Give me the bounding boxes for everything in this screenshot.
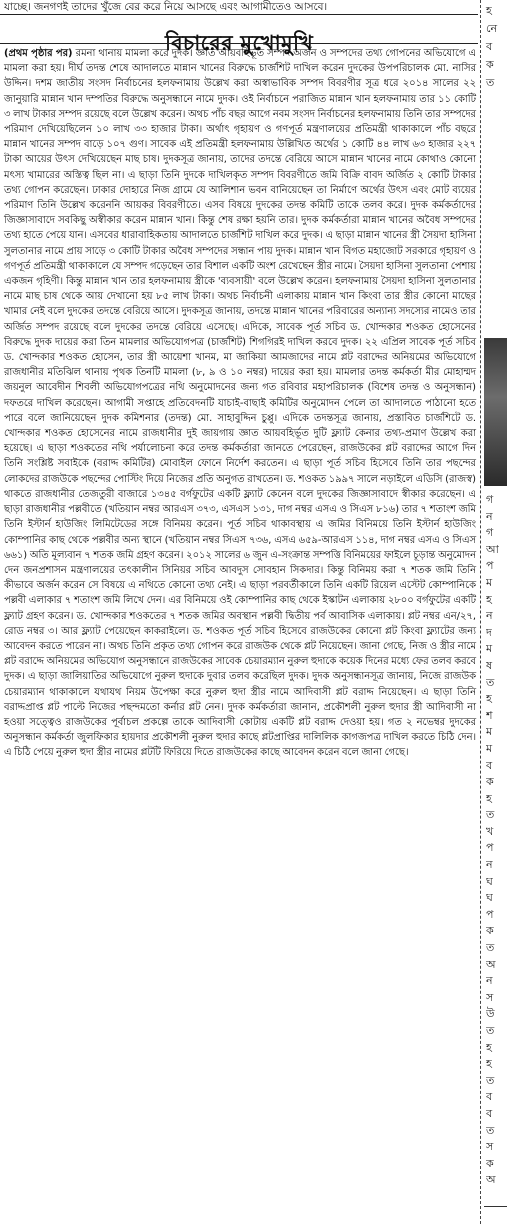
adjacent-column-fragment: স [486, 990, 494, 1004]
adjacent-column-text [486, 492, 507, 1189]
adjacent-column-fragment: ম [486, 725, 493, 739]
adjacent-column-fragment: ন [486, 858, 493, 872]
adjacent-column-fragment: অ [486, 957, 496, 971]
column-divider [480, 0, 481, 1224]
adjacent-column-fragment: হ [486, 692, 492, 706]
adjacent-column-fragment: ন [486, 509, 493, 523]
article-body [4, 46, 476, 761]
adjacent-column-fragment: ত [486, 1073, 495, 1087]
adjacent-column-fragment: ম [486, 642, 493, 656]
adjacent-column-fragment: ত [486, 675, 495, 689]
continued-from-label: (প্রথম পৃষ্ঠার পর) [4, 48, 73, 59]
adjacent-column-fragment: গ [486, 526, 494, 540]
adjacent-column-fragment: হ [486, 592, 492, 606]
adjacent-column-fragment: ক [486, 924, 494, 938]
adjacent-column-fragment: ন [486, 609, 493, 623]
continued-text-line: যাচ্ছে। জনগণই তাদের খুঁজে বের করে নিয়ে আসছে এবং আগামীতেও আসবে। [4, 1, 328, 13]
article-paragraph [4, 46, 476, 761]
adjacent-column-fragment: হ [486, 4, 492, 17]
adjacent-column-fragment: ব [486, 40, 493, 53]
adjacent-column-fragment: ম [486, 575, 493, 589]
adjacent-column-fragment: ত [486, 1123, 495, 1137]
adjacent-column-fragment: ষ [486, 658, 493, 672]
adjacent-column-fragment: স [486, 1140, 494, 1154]
adjacent-column-fragment: ত [486, 941, 495, 955]
adjacent-column-fragment: ত [486, 808, 495, 822]
adjacent-column-fragment: দ [486, 625, 492, 639]
adjacent-column-fragment: ক [486, 58, 494, 71]
adjacent-column-fragment: উ [486, 1007, 495, 1021]
adjacent-column-fragment: ত [486, 76, 495, 89]
adjacent-column-fragment: ব [486, 758, 493, 772]
adjacent-column-rule [484, 1206, 507, 1207]
adjacent-column-fragment: শ [486, 708, 493, 722]
adjacent-column-fragment: ম [486, 741, 493, 755]
adjacent-column-fragment: হ [486, 791, 492, 805]
article-headline: বিচারের মুখোমুখি [164, 31, 314, 56]
adjacent-column [484, 0, 507, 1224]
adjacent-column-fragment: প [486, 907, 494, 921]
adjacent-column-photo [484, 338, 507, 486]
adjacent-column-fragment: প [486, 841, 494, 855]
article-text: রমনা থানায় মামলা করে দুদক। জ্ঞাত আয়বহির্ভূত সম্পদ অর্জন ও সম্পদের তথ্য গোপনের অভিযোগে এ মামলা করা হয়। দীর্ঘ তদন্ত শেষে আদালতে মান্নান খানের বিরুদ্ধে চার্জশিট দাখিল করেন দুদকের উপপরিচালক মো. নাসির উদ্দিন। দশম জাতীয় সংসদ নির্বাচনের হলফনামায় উল্লেখ করা অস্বাভাবিক সম্পদ বিবরণীর সূত্র ধরে ২০১৪ সালের ২২ জানুয়ারি মান্নান খান দম্পতির বিরুদ্ধে অনুসন্ধানে নামে দুদক। ওই নির্বাচনে পরাজিত মান্নান খান হলফনামায় তার ১১ কোটি ৩ লাখ টাকার সম্পদ রয়েছে বলে উল্লেখ করেন। অথচ পাঁচ বছর আগে নবম সংসদ নির্বাচনের হলফনামায় তিনি তার সম্পদের পরিমাণ দেখিয়েছিলেন ১০ লাখ ৩৩ হাজার টাকা। অর্থাৎ গৃহায়ণ ও গণপূর্ত মন্ত্রণালয়ের প্রতিমন্ত্রী থাকাকালে পাঁচ বছরে মান্নান খানের সম্পদ বাড়ে ১০৭ গুণ। সাবেক এই প্রতিমন্ত্রী হলফনামায় উল্লিখিত অর্থের ১ কোটি ৪৪ লাখ ৬৩ হাজার ২২৭ টাকা আয়ের উৎস দেখিয়েছেন মাছ চাষ। দুদকসূত্র জানায়, তাদের তদন্তে বেরিয়ে আসে মান্নান খানের নামে কোথাও কোনো মৎস্য খামারের অস্তিত্ব ছিল না। এ ছাড়া তিনি দুদকে দাখিলকৃত সম্পদ বিবরণীতে জমি বিক্রি বাবদ অর্জিত ২ কোটি টাকার তথ্য গোপন করেছেন। ঢাকার দোহারে নিজ গ্রামে যে আলিশান ভবন বানিয়েছেন তা নির্মাণে অর্থের উৎস এবং মোট ব্যয়ের পরিমাণ তিনি উল্লেখ করেননি আয়কর বিবরণীতে। এসব বিষয়ে দুদকের তদন্ত কমিটি তাকে তলব করে। দুদক কর্মকর্তাদের জিজ্ঞাসাবাদে সবকিছু অস্বীকার করেন মান্নান খান। কিন্তু শেষ রক্ষা হয়নি তার। দুদক কর্মকর্তারা মান্নান খানের অবৈধ সম্পদের তথ্য হাতে পেয়ে যান। এসবের ধারাবাহিকতায় আদালতে চার্জশিট দাখিল করে দুদক। এ ছাড়া মান্নান খানের স্ত্রী সৈয়দা হাসিনা সুলতানার নামে প্রায় সাড়ে ৩ কোটি টাকার অবৈধ সম্পদের সন্ধান পায় দুদক। মান্নান খান বিগত মহাজোট সরকারে গৃহায়ণ ও গণপূর্ত প্রতিমন্ত্রী থাকাকালে যে সম্পদ গড়েছেন তার বিশাল একটি অংশ রেখেছেন স্ত্রীর নামে। সৈয়দা হাসিনা সুলতানা পেশায় একজন গৃহিণী। কিন্তু মান্নান খান তার হলফনামায় স্ত্রীকে 'ব্যবসায়ী' বলে উল্লেখ করেন। হলফনামায় সৈয়দা হাসিনা সুলতানার নামে মাছ চাষ থেকে আয় দেখানো হয় ৮৫ লাখ টাকা। অথচ নির্বাচনী এলাকায় মান্নান খান কিংবা তার স্ত্রীর কোনো মাছের খামার নেই বলে দুদকের তদন্তে বেরিয়ে আসে। দুদকসূত্র জানায়, তদন্তে মান্নান খানের পরিবারের অন্যান্য সদস্যের নামেও তার অর্জিত সম্পদ রয়েছে বলে দুদকের তদন্তে বেরিয়ে এসেছে। এদিকে, সাবেক পূর্ত সচিব ড. খোন্দকার শওকত হোসেনের বিরুদ্ধে দুদক দায়ের করা তিন মামলার অভিযোগপত্র (চার্জশিট) শিগগিরই দাখিল করবে দুদক। ২২ এপ্রিল সাবেক পূর্ত সচিব ড. খোন্দকার শওকত হোসেন, তার স্ত্রী আয়েশা খানম, মা জাকিয়া আমজাদের নামে প্লট বরাদ্দের অনিয়মের অভিযোগে রাজধানীর মতিঝিল থানায় পৃথক তিনটি মামলা (৮, ৯ ও ১০ নম্বর) দায়ের করা হয়। মামলার তদন্ত কর্মকর্তা মীর মোহাম্মদ জয়নুল আবেদীন শিবলী অভিযোগপত্রের নথি অনুমোদনের জন্য গত রবিবার মহাপরিচালক (বিশেষ তদন্ত ও অনুসন্ধান) দফতরে দাখিল করেছেন। আগামী সপ্তাহে প্রতিবেদনটি যাচাই-বাছাই কমিটির অনুমোদন পেলে তা আদালতে পাঠানো হতে পারে বলে জানিয়েছেন দুদক কমিশনার (তদন্ত) মো. সাহাবুদ্দিন চুপ্পু। এদিকে তদন্তসূত্র জানায়, প্রস্তাবিত চার্জশিটে ড. খোন্দকার শওকত হোসেনের নামে রাজধানীর দুই জায়গায় জ্ঞাত আয়বহির্ভূত দুটি ফ্ল্যাট কেনার তথ্য-প্রমাণ উল্লেখ করা হয়েছে। এ ছাড়া শওকতের নথি পর্যালোচনা করে তদন্ত কর্মকর্তারা জানতে পেরেছেন, রাজউকের প্লট বরাদ্দের আগে দিন তিনি সংশ্লিষ্ট সবাইকে (বরাদ্দ কমিটির) মোবাইল ফোনে নির্দেশ করতেন। এ ছাড়া পূর্ত সচিব হিসেবে তিনি তার পছন্দের লোকদের রাজউকে পছন্দের পোস্টিং দিয়ে নিজের প্রতি অনুগত রাখতেন। ড. শওকত ১৯৯৭ সালে নড়াইলে এডিসি (রাজস্ব) থাকতে রাজধানীর তেজতুরী বাজারে ১৩৪৫ বর্গফুটের একটি ফ্ল্যাট কেনেন বলে দুদকের জিজ্ঞাসাবাদে স্বীকার করেছেন। এ ছাড়া রাজধানীর পল্লবীতে (খতিয়ান নম্বর আরএস ৩৭৩, এসএস ১৩১, দাগ নম্বর এসএ ও সিএস ৮১৬) তার ৭ শতাংশ জমি তিনি ইস্টার্ন হাউজিং লিমিটেডের সঙ্গে বিনিময় করেন। পূর্ত সচিব থাকাবস্থায় এ জমির বিনিময়ে তিনি ইস্টার্ন হাউজিং কোম্পানির কাছ থেকে পল্লবীর অন্য স্থানে (খতিয়ান নম্বর সিএস ৭৩৬, এসএ ৬৫৯-আরএস ১১৪, দাগ নম্বর এসএ ও সিএস ৬৬১) অতি মূল্যবান ৭ শতক জমি গ্রহণ করেন। ২০১২ সালের ৬ জুন এ-সংক্রান্ত সম্পত্তি বিনিময়ের ফাইলে চূড়ান্ত অনুমোদন দেন জনপ্রশাসন মন্ত্রণালয়ের তৎকালীন সিনিয়র সচিব আবদুস সোবহান সিকদার। কিন্তু বিনিময় করা ৭ শতক জমি তিনি কীভাবে অর্জন করেন সে বিষয়ে এ নথিতে কোনো তথ্য নেই। এ ছাড়া পরবর্তীকালে তিনি একটি রিয়েল এস্টেট কোম্পানিকে পল্লবী এলাকার ৭ শতাংশ জমি লিখে দেন। এর বিনিময়ে ওই কোম্পানির কাছ থেকে ইস্কাটন এলাকায় ২৮০০ বর্গফুটের একটি ফ্ল্যাট গ্রহণ করেন। ড. খোন্দকার শওকতের ৭ শতক জমির অবস্থান পল্লবী দ্বিতীয় পর্ব আবাসিক এলাকায়। প্লট নম্বর এন/২৭, রোড নম্বর ৩। আর ফ্ল্যাট পেয়েছেন কাকরাইলে। ড. শওকত পূর্ত সচিব হিসেবে রাজউকের কোনো প্লট কিংবা ফ্ল্যাটের জন্য আবেদন করতে পারেন না। অথচ তিনি প্রকৃত তথ্য গোপন করে রাজউক থেকে প্লট নিয়েছেন। জানা গেছে, নিজ ও স্ত্রীর নামে প্লট বরাদ্দে অনিয়মের অভিযোগ অনুসন্ধানে রাজউকের সাবেক চেয়ারম্যান নুরুল হুদাকে কয়েক দিনের মধ্যে ফের তলব করবে দুদক। এ ছাড়া জালিয়াতির অভিযোগে নুরুল হুদাকে দুবার তলব করেছিল দুদক। দুদক অনুসন্ধানসূত্র জানায়, নিজে রাজউক চেয়ারম্যান থাকাকালে যথাযথ নিয়ম উপেক্ষা করে নুরুল হুদা স্ত্রীর নামে আদিবাসী প্লট বরাদ্দ নিয়েছেন। এ ছাড়া তিনি বরাদ্দপ্রাপ্ত প্লট পাল্টে নিজের পছন্দমতো কর্নার প্লট নেন। দুদক কর্মকর্তারা জানান, প্রকৌশলী নুরুল হুদার স্ত্রী আদিবাসী না হওয়া সত্ত্বেও রাজউকের পূর্বাচল প্রকল্পে তাকে আদিবাসী কোটায় একটি প্লট বরাদ্দ দেওয়া হয়। গত ২ নভেম্বর দুদকের অনুসন্ধান কর্মকর্তা জুলফিকার হায়দার প্রকৌশলী নুরুল হুদার কাছে প্লটপ্রাপ্তির দালিলিক কাগজপত্র দাখিল করতে চিঠি দেন। এ চিঠি পেয়ে নুরুল হুদা স্ত্রীর নামের প্লটটি ফিরিয়ে দিতে রাজউকের কাছে আবেদন করেন বলে জানা গেছে। [4, 48, 476, 759]
adjacent-column-fragment: ঘ [486, 891, 493, 905]
adjacent-column-fragment: ক [486, 1156, 494, 1170]
adjacent-column-fragment: ত [486, 1024, 495, 1037]
adjacent-column-fragment: ন [486, 974, 493, 988]
adjacent-column-fragment: অ [486, 1173, 496, 1187]
top-divider [0, 14, 478, 15]
adjacent-column-fragment: হ [486, 1040, 492, 1054]
adjacent-column-fragment: নে [486, 22, 498, 35]
adjacent-column-fragment: ব [486, 1106, 493, 1120]
adjacent-column-fragment: ব [486, 1090, 493, 1104]
adjacent-column-fragment: প [486, 559, 494, 573]
adjacent-column-fragment: ক [486, 775, 494, 789]
adjacent-column-fragment: খ [486, 824, 494, 838]
adjacent-column-fragment: আ [486, 542, 499, 556]
adjacent-column-fragment: হ [486, 1057, 492, 1071]
adjacent-column-fragment: ঘ [486, 874, 493, 888]
headline-divider [0, 43, 478, 44]
adjacent-column-fragment: গ [486, 493, 494, 506]
